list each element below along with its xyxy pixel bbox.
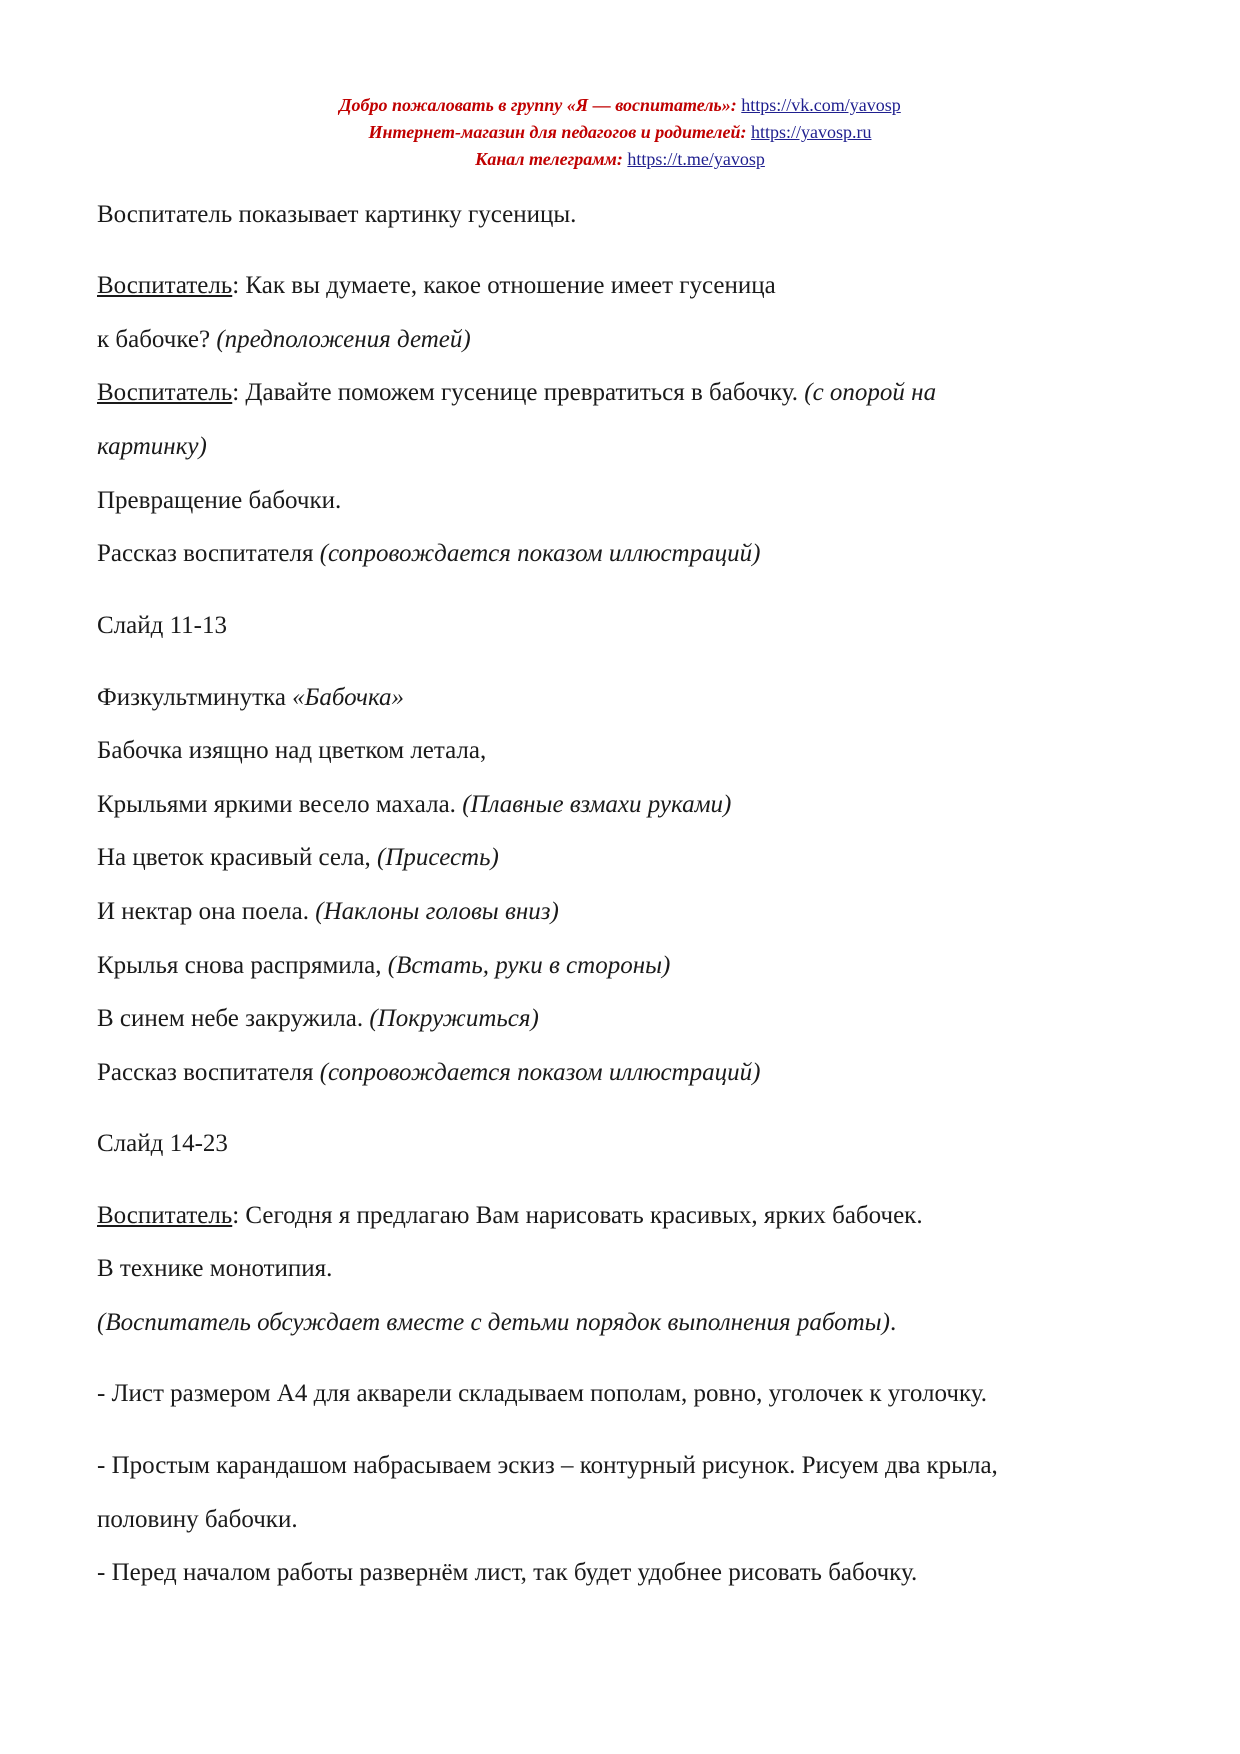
line-text: Рассказ воспитателя [97, 1059, 320, 1086]
paragraph-line [97, 1058, 1157, 1088]
speaker-label: Воспитатель [97, 1202, 233, 1229]
poem-line [97, 790, 1157, 820]
line-text: . [889, 1309, 897, 1336]
line-text: к бабочке? [97, 326, 217, 353]
paragraph-line [97, 683, 1157, 713]
instruction-step: - Лист размером А4 для акварели складываем пополам, ровно, уголочек к уголочку. [97, 1380, 987, 1407]
remark-note: (Воспитатель обсуждает вместе с детьми порядок выполнения работы) [97, 1309, 890, 1336]
paragraph-line [97, 1308, 1157, 1338]
shop-link[interactable]: https://yavosp.ru [751, 122, 872, 142]
line-text: Рассказ воспитателя [97, 540, 320, 567]
remark-note: (предположения детей) [216, 326, 471, 353]
instruction-step: половину бабочки. [97, 1506, 298, 1533]
paragraph-line: Воспитатель показывает картинку гусеницы. [97, 201, 577, 228]
remark-note: «Бабочка» [292, 684, 405, 711]
telegram-link[interactable]: https://t.me/yavosp [627, 149, 765, 169]
paragraph-line: Превращение бабочки. [97, 487, 342, 514]
remark-note: (Присесть) [377, 844, 499, 871]
poem-line [97, 843, 1157, 873]
remark-note: (с опорой на [804, 379, 937, 406]
line-text: : Как вы думаете, какое отношение имеет гусеница [232, 272, 776, 299]
instruction-step: - Простым карандашом набрасываем эскиз – контурный рисунок. Рисуем два крыла, [97, 1452, 998, 1479]
poem-line [97, 951, 1157, 981]
line-text: На цветок красивый села, [97, 844, 378, 871]
remark-note: (Плавные взмахи руками) [462, 791, 732, 818]
speaker-label: Воспитатель [97, 272, 233, 299]
paragraph-line [97, 271, 1157, 301]
poem-line [97, 1004, 1157, 1034]
shop-label: Интернет-магазин для педагогов и родителей: [368, 122, 747, 142]
slide-reference: Слайд 14-23 [97, 1130, 228, 1157]
paragraph-line [97, 325, 1157, 355]
slide-reference: Слайд 11-13 [97, 612, 227, 639]
paragraph-line: картинку) [97, 433, 207, 460]
speaker-label: Воспитатель [97, 379, 233, 406]
remark-note: (Встать, руки в стороны) [387, 952, 671, 979]
header-line-group [0, 92, 1240, 119]
line-text: Крыльями яркими весело махала. [97, 791, 463, 818]
poem-line: Бабочка изящно над цветком летала, [97, 737, 487, 764]
paragraph-line: В технике монотипия. [97, 1255, 333, 1282]
line-text: : Сегодня я предлагаю Вам нарисовать красивых, ярких бабочек. [232, 1202, 923, 1229]
line-text: Физкультминутка [97, 684, 293, 711]
line-text: И нектар она поела. [97, 898, 316, 925]
header-line-shop [0, 119, 1240, 146]
line-text: В синем небе закружила. [97, 1005, 370, 1032]
telegram-label: Канал телеграмм: [475, 149, 623, 169]
paragraph-line [97, 378, 1157, 408]
line-text: : Давайте поможем гусенице превратиться в бабочку. [232, 379, 805, 406]
line-text: Крылья снова распрямила, [97, 952, 388, 979]
instruction-step: - Перед началом работы развернём лист, так будет удобнее рисовать бабочку. [97, 1559, 918, 1586]
page-header [0, 92, 1240, 173]
remark-note: (Покружиться) [369, 1005, 539, 1032]
poem-line [97, 897, 1157, 927]
header-line-telegram [0, 146, 1240, 173]
remark-note: (сопровождается показом иллюстраций) [319, 1059, 761, 1086]
paragraph-line [97, 539, 1157, 569]
paragraph-line [97, 1201, 1157, 1231]
remark-note: (Наклоны головы вниз) [315, 898, 559, 925]
vk-group-link[interactable]: https://vk.com/yavosp [741, 95, 901, 115]
group-welcome-label: Добро пожаловать в группу «Я — воспитатель»: [339, 95, 737, 115]
remark-note: (сопровождается показом иллюстраций) [319, 540, 761, 567]
